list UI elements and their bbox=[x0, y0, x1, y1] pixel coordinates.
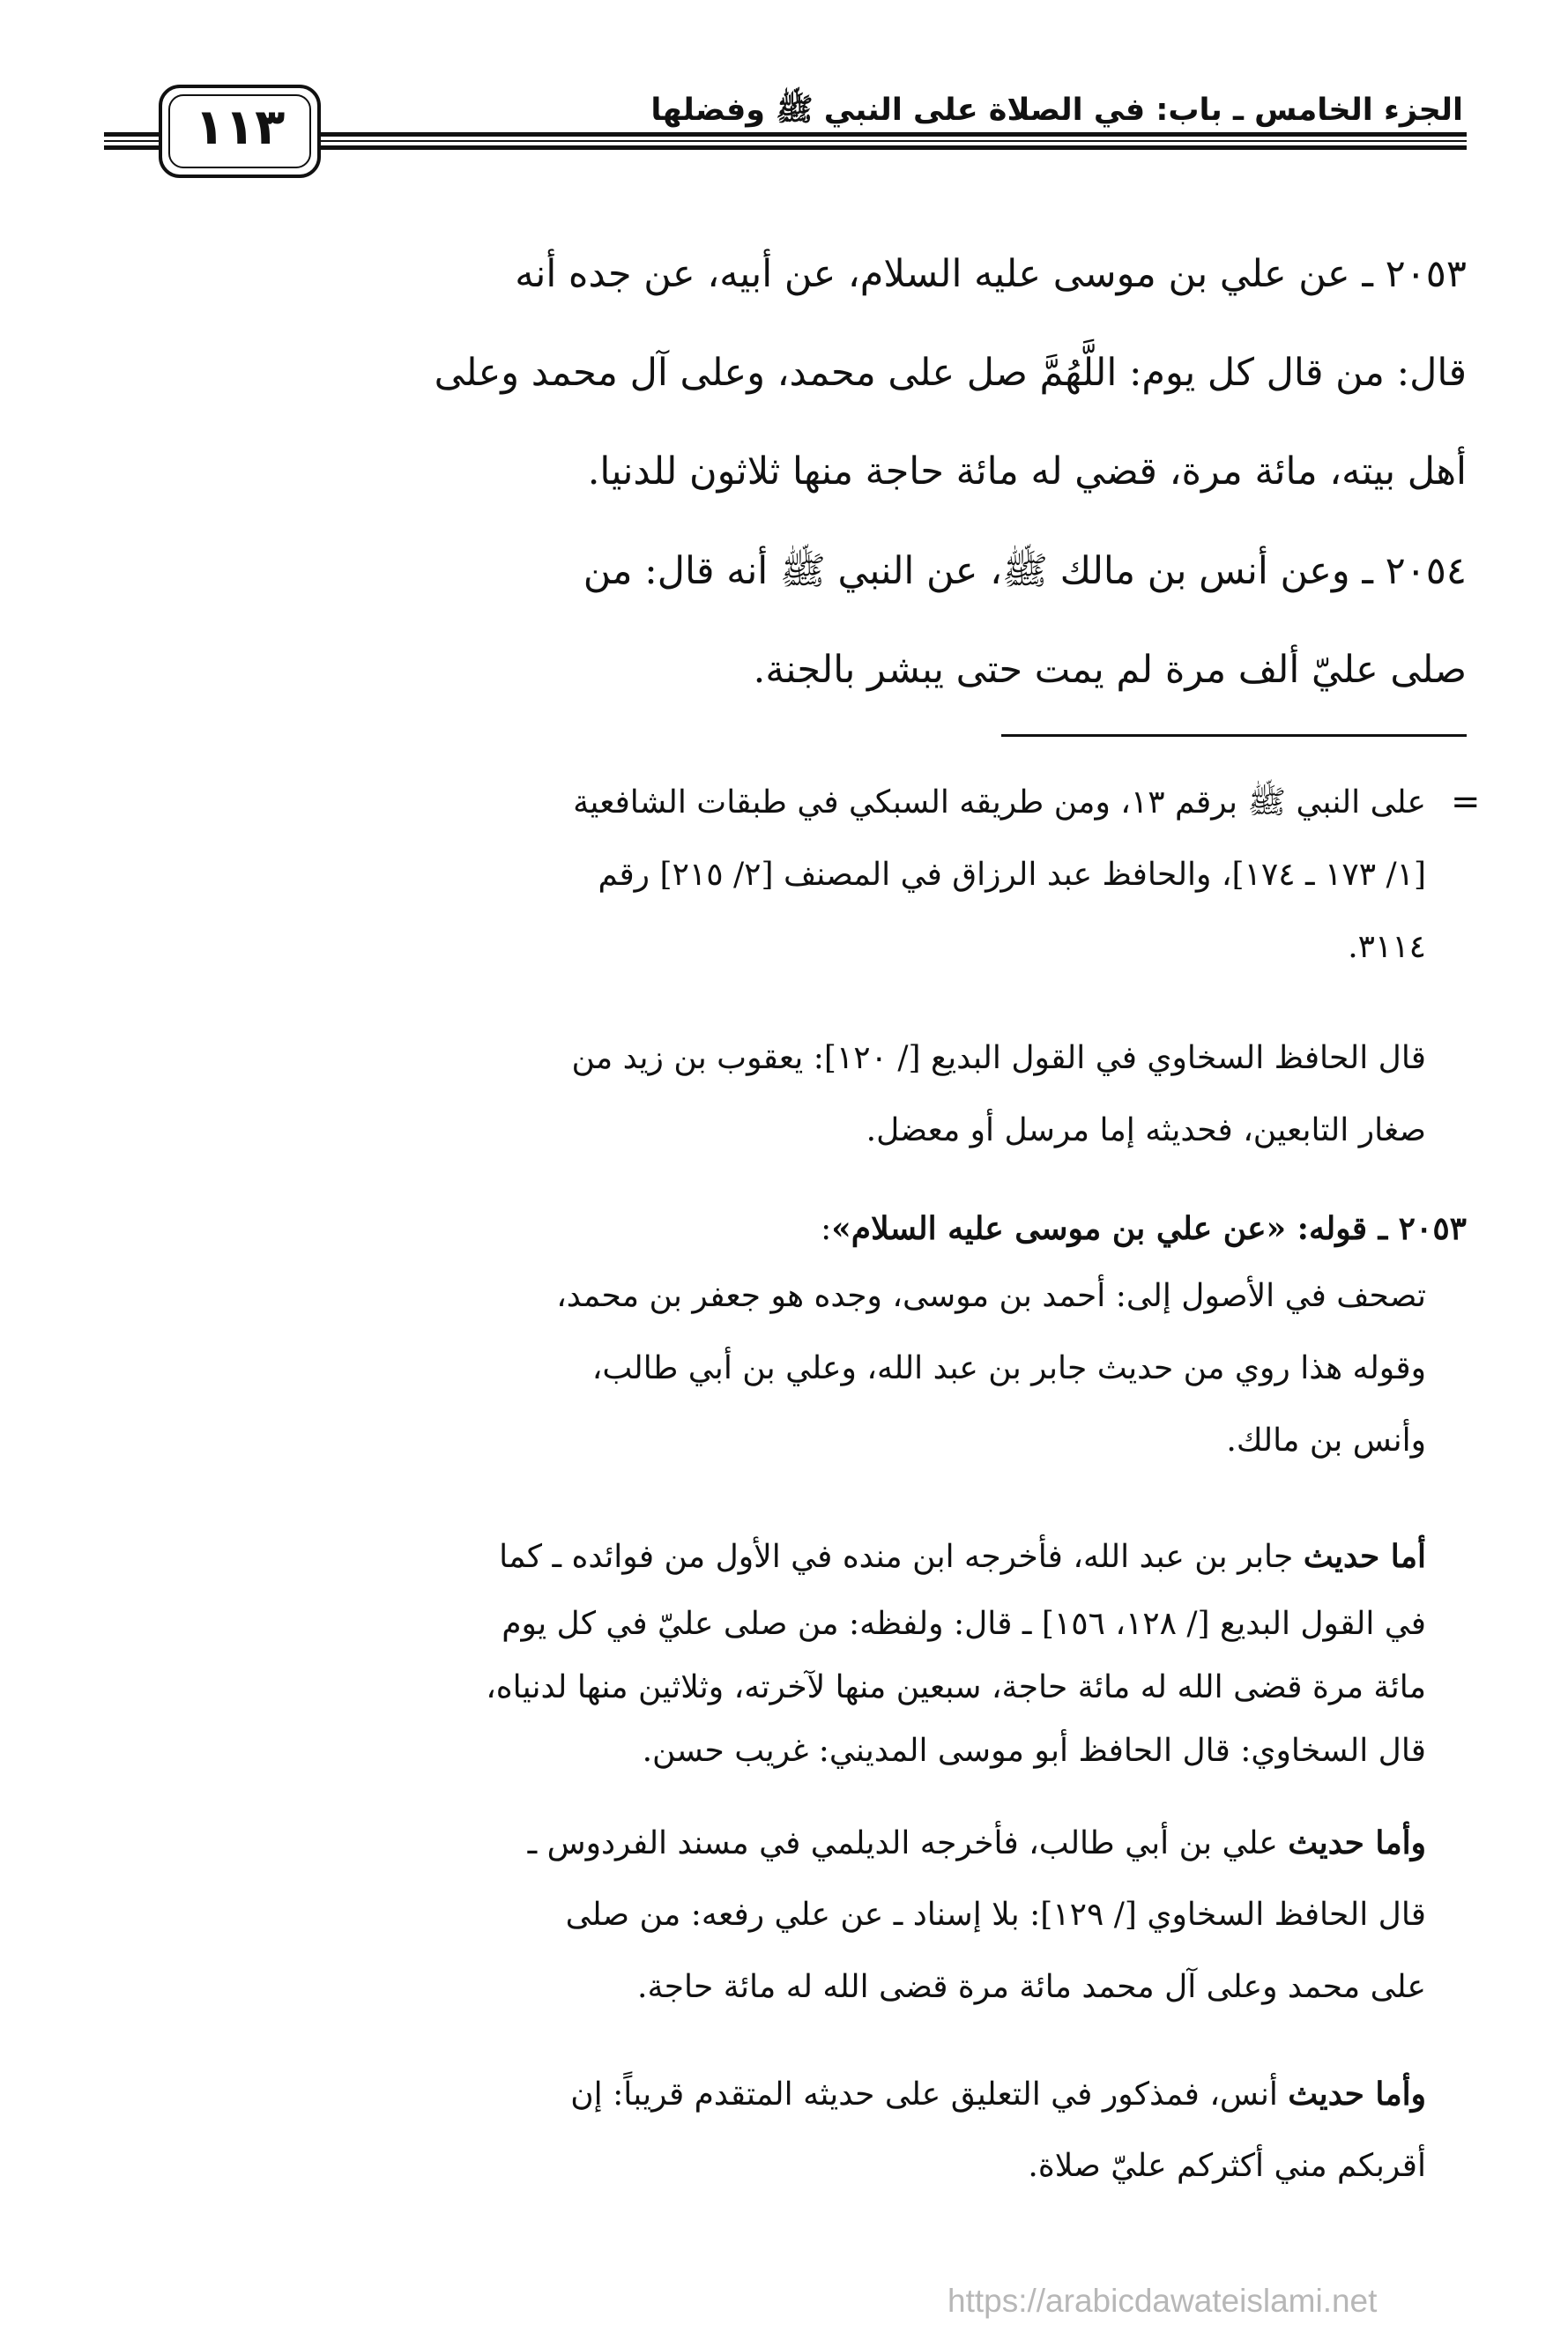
commentary-2053 bbox=[104, 1197, 1467, 1260]
footnote-continuation-mark: = bbox=[1451, 782, 1481, 822]
note-line: على محمد وعلى آل محمد مائة مرة قضى الله له مائة حاجة. bbox=[637, 1969, 1426, 2005]
lead-phrase: وأما حديث bbox=[1288, 2076, 1426, 2113]
note-line: [١/ ١٧٣ ـ ١٧٤]، والحافظ عبد الرزاق في المصنف [٢/ ٢١٥] رقم bbox=[598, 857, 1426, 893]
text-line: ٢٠٥٣ ـ عن علي بن موسى عليه السلام، عن أبيه، عن جده أنه bbox=[515, 252, 1467, 296]
text-line: صلى عليّ ألف مرة لم يمت حتى يبشر بالجنة. bbox=[753, 648, 1467, 692]
watermark-url: https://arabicdawateislami.net bbox=[947, 2283, 1378, 2319]
note-line: قال السخاوي: قال الحافظ أبو موسى المديني: غريب حسن. bbox=[642, 1733, 1426, 1769]
text-line: أهل بيته، مائة مرة، قضي له مائة حاجة منها ثلاثون للدنيا. bbox=[587, 449, 1467, 494]
hadith-2054 bbox=[104, 522, 1467, 719]
commentary-ali bbox=[104, 1807, 1426, 2024]
note-line bbox=[104, 2058, 1426, 2130]
note-line bbox=[104, 1807, 1426, 1879]
note-line: وأنس بن مالك. bbox=[1226, 1422, 1426, 1459]
note-heading bbox=[104, 1197, 1467, 1260]
page-number: ١١٣ bbox=[194, 99, 286, 156]
note-line-text: أنس، فمذكور في التعليق على حديثه المتقدم قريباً: إن bbox=[570, 2076, 1289, 2113]
note-line: قال الحافظ السخاوي في القول البديع [/ ١٢٠]: يعقوب بن زيد من bbox=[571, 1040, 1426, 1076]
footnote-separator bbox=[1001, 734, 1467, 737]
note-line: صغار التابعين، فحديثه إما مرسل أو معضل. bbox=[866, 1112, 1426, 1148]
note-line-text: علي بن أبي طالب، فأخرجه الديلمي في مسند الفردوس ـ bbox=[527, 1825, 1289, 1861]
note-line: في القول البديع [/ ١٢٨، ١٥٦] ـ قال: ولفظه: من صلى عليّ في كل يوم bbox=[502, 1606, 1426, 1642]
hadith-2053 bbox=[104, 225, 1467, 521]
note-line: أقربكم مني أكثركم عليّ صلاة. bbox=[1028, 2148, 1426, 2184]
note-line: على النبي ﷺ برقم ١٣، ومن طريقه السبكي في طبقات الشافعية bbox=[573, 784, 1426, 821]
commentary-anas bbox=[104, 2058, 1426, 2202]
note-line: ٣١١٤. bbox=[1348, 929, 1426, 965]
footnote-sakhawi bbox=[104, 1022, 1426, 1167]
note-line: وقوله هذا روي من حديث جابر بن عبد الله، وعلي بن أبي طالب، bbox=[591, 1350, 1426, 1386]
note-line bbox=[104, 1520, 1426, 1593]
text-line: ٢٠٥٤ ـ وعن أنس بن مالك ﷺ، عن النبي ﷺ أنه قال: من bbox=[583, 549, 1467, 593]
lead-phrase: أما حديث bbox=[1303, 1538, 1426, 1575]
note-line: قال الحافظ السخاوي [/ ١٢٩]: بلا إسناد ـ عن علي رفعه: من صلى bbox=[565, 1897, 1426, 1933]
commentary-jabir bbox=[104, 1520, 1426, 1783]
commentary-2053-body bbox=[104, 1260, 1426, 1477]
commentary-heading-colon: : bbox=[821, 1211, 832, 1247]
note-line: مائة مرة قضى الله له مائة حاجة، سبعين منها لآخرته، وثلاثين منها لدنياه، bbox=[486, 1669, 1426, 1705]
lead-phrase: وأما حديث bbox=[1288, 1824, 1426, 1861]
footnote-continuation bbox=[104, 767, 1426, 984]
page-number-frame bbox=[159, 85, 321, 178]
running-title: الجزء الخامس ـ باب: في الصلاة على النبي ﷺ وفضلها bbox=[650, 93, 1463, 128]
note-line-text: جابر بن عبد الله، فأخرجه ابن منده في الأول من فوائده ـ كما bbox=[499, 1539, 1304, 1575]
commentary-heading: ٢٠٥٣ ـ قوله: «عن علي بن موسى عليه السلام» bbox=[831, 1210, 1467, 1247]
text-line: قال: من قال كل يوم: اللَّهُمَّ صل على محمد، وعلى آل محمد وعلى bbox=[434, 351, 1467, 395]
note-line: تصحف في الأصول إلى: أحمد بن موسى، وجده هو جعفر بن محمد، bbox=[556, 1278, 1426, 1314]
